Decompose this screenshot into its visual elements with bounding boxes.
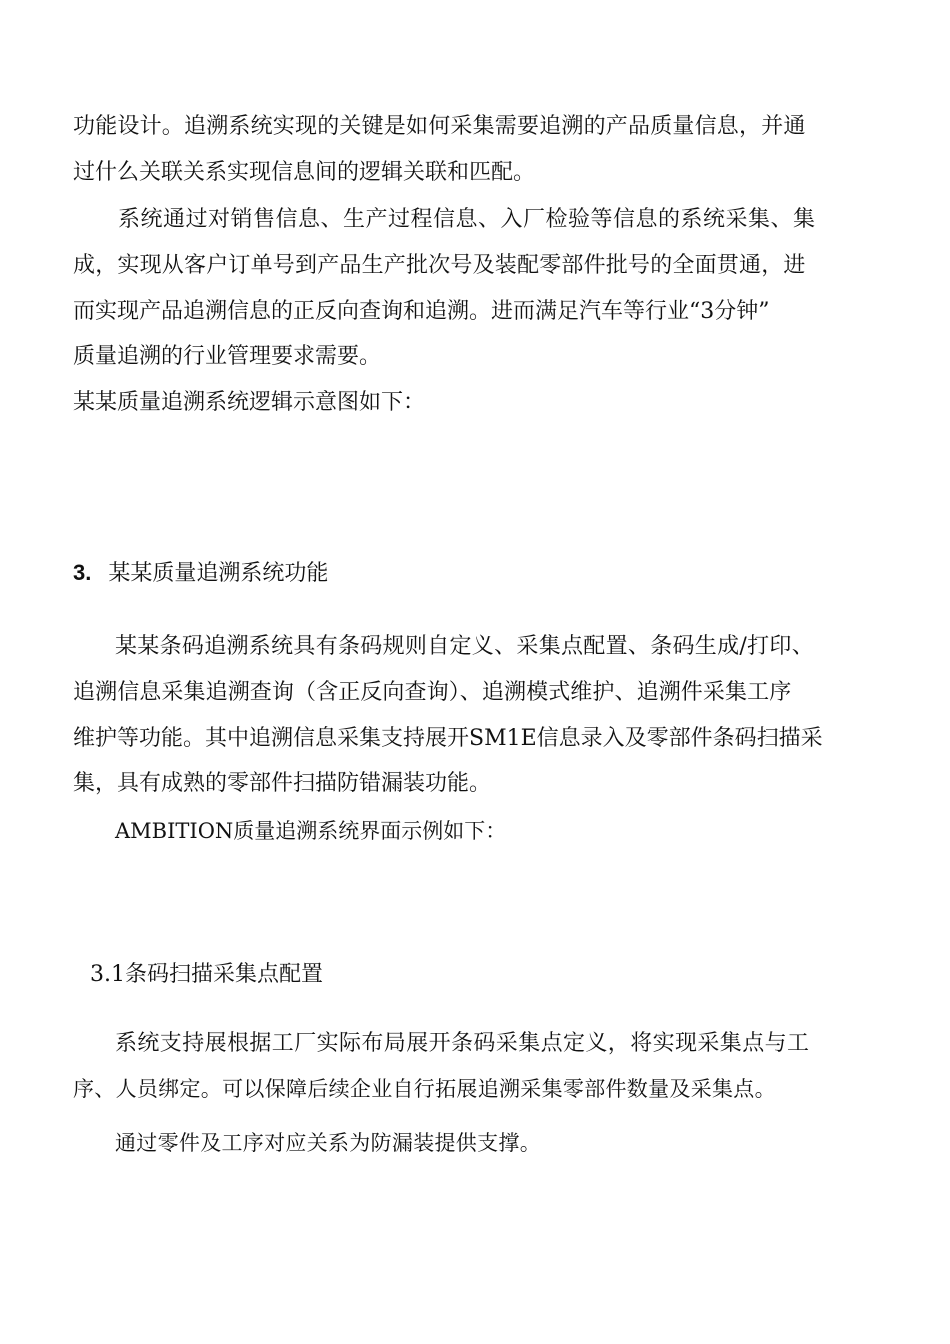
intro-line-2: 过什么关联关系实现信息间的逻辑关联和匹配。 (73, 160, 536, 185)
section-3-para-line-2: 追溯信息采集追溯查询（含正反向查询）、追溯模式维护、追溯件采集工序 (73, 680, 792, 705)
section-3-number: 3. (73, 560, 92, 585)
section-3-1-note: 通过零件及工序对应关系为防漏装提供支撑。 (115, 1131, 541, 1155)
section-3-1-para-line-2: 序、人员绑定。可以保障后续企业自行拓展追溯采集零部件数量及采集点。 (73, 1077, 776, 1101)
section-3-1-heading: 3.1条码扫描采集点配置 (90, 962, 323, 987)
system-para-line-1: 系统通过对销售信息、生产过程信息、入厂检验等信息的系统采集、集 (118, 207, 816, 232)
system-para-line-3: 而实现产品追溯信息的正反向查询和追溯。进而满足汽车等行业“3分钟” (73, 299, 770, 324)
section-3-para-line-4: 集，具有成熟的零部件扫描防错漏装功能。 (73, 771, 492, 796)
section-3-heading (73, 558, 328, 589)
logic-diagram-caption: 某某质量追溯系统逻辑示意图如下： (73, 390, 426, 415)
system-para-line-4: 质量追溯的行业管理要求需要。 (73, 344, 382, 369)
intro-line-1: 功能设计。追溯系统实现的关键是如何采集需要追溯的产品质量信息，并通 (73, 114, 806, 139)
system-para-line-2: 成，实现从客户订单号到产品生产批次号及装配零部件批号的全面贯通，进 (73, 253, 806, 278)
section-3-para-line-3: 维护等功能。其中追溯信息采集支持展开SM1E信息录入及零部件条码扫描采 (73, 726, 823, 751)
ui-example-caption: AMBITION质量追溯系统界面示例如下： (115, 819, 507, 843)
section-3-1-para-line-1: 系统支持展根据工厂实际布局展开条码采集点定义，将实现采集点与工 (115, 1031, 810, 1056)
section-3-para-line-1: 某某条码追溯系统具有条码规则自定义、采集点配置、条码生成/打印、 (115, 634, 815, 659)
section-3-title: 某某质量追溯系统功能 (108, 561, 329, 586)
